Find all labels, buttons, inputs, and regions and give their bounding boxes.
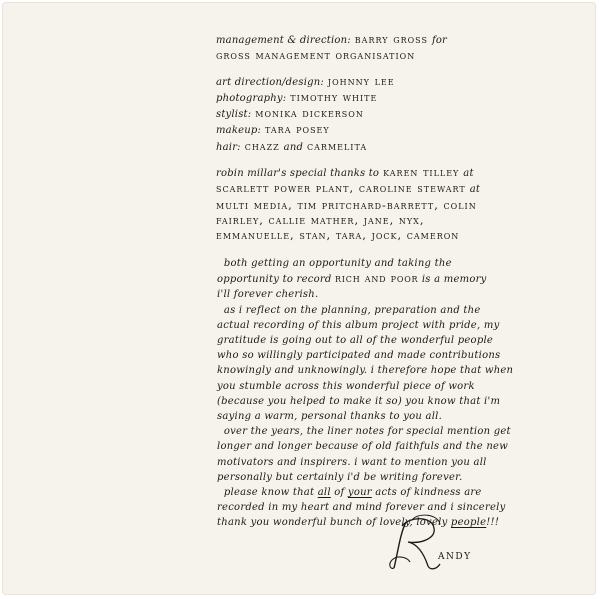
underlined-word: all <box>317 487 331 499</box>
signature <box>388 514 498 574</box>
credit-name: chazz <box>244 138 280 153</box>
credit-name: tara posey <box>265 122 330 137</box>
message-line: recorded in my heart and mind forever and i sincerely <box>217 502 506 514</box>
thanks-names: emmanuelle, stan, tara, jock, cameron <box>216 228 460 243</box>
credits-section <box>216 32 556 254</box>
thanks-names: fairley, callie mather, jane, nyx, <box>216 212 425 227</box>
message-line: personally but certainly i'd be writing forever. <box>217 471 463 483</box>
liner-notes-page <box>2 2 596 595</box>
svg-text:R: R <box>412 544 413 545</box>
message-line: as i reflect on the planning, preparation and the <box>223 304 481 316</box>
message-line: both getting an opportunity and taking the <box>223 258 452 269</box>
message-line: motivators and inspirers. i want to mention you all <box>217 456 487 468</box>
thanks-connector: at <box>469 184 481 196</box>
credit-role: stylist: <box>216 109 252 121</box>
message-line: i'll forever cherish. <box>217 289 319 301</box>
team-credits <box>216 74 556 155</box>
credit-name: barry gross <box>354 32 428 46</box>
credit-name: timothy white <box>290 89 378 104</box>
credit-role: management & direction: <box>216 35 351 46</box>
credit-line <box>216 139 556 155</box>
message-line: actual recording of this album project with pride, my <box>217 319 500 331</box>
message-line: please know that all of your acts of kindness are <box>223 487 482 499</box>
credit-line <box>216 122 556 138</box>
credit-name: johnny lee <box>327 73 395 88</box>
message-line: opportunity to record rich and poor is a memory <box>217 272 487 286</box>
credit-connector: for <box>431 35 448 46</box>
underlined-word: your <box>347 487 372 499</box>
credit-role: makeup: <box>216 125 262 137</box>
credit-role: hair: <box>216 141 241 153</box>
credit-role: art direction/design: <box>216 76 324 88</box>
credit-organisation: gross management organisation <box>216 48 416 63</box>
underlined-word: people <box>450 517 487 529</box>
signature-name: andy <box>438 548 472 563</box>
message-line: saying a warm, personal thanks to you all. <box>217 411 443 423</box>
credit-line <box>216 90 556 106</box>
special-thanks <box>216 165 556 243</box>
credit-connector: and <box>283 141 304 153</box>
management-credit <box>216 32 556 64</box>
credit-line <box>216 106 556 122</box>
message-line: thank you wonderful bunch of lovely, lovely people!!! <box>217 517 500 529</box>
personal-message <box>217 256 567 531</box>
message-line: who so willingly participated and made contributions <box>217 350 501 362</box>
message-line: longer and longer because of old faithfuls and the new <box>217 441 509 453</box>
message-line: (because you helped to make it so) you know that i'm <box>217 395 501 407</box>
credit-role: photography: <box>216 92 287 104</box>
message-line: over the years, the liner notes for special mention get <box>223 426 511 438</box>
thanks-connector: at <box>463 168 474 180</box>
signature-initial <box>388 514 448 574</box>
credit-line <box>216 74 556 90</box>
credit-name: monika dickerson <box>255 106 364 121</box>
thanks-intro: robin millar's special thanks to <box>216 168 380 180</box>
thanks-names: multi media, tim pritchard-barrett, colin <box>216 197 477 212</box>
message-line: gratitude is going out to all of the wonderful people <box>217 335 494 347</box>
message-line: knowingly and unknowingly. i therefore hope that when <box>217 365 514 377</box>
credit-name: carmelita <box>307 138 368 153</box>
thanks-names: scarlett power plant, caroline stewart <box>216 181 466 196</box>
thanks-name: karen tilley <box>383 165 460 180</box>
album-title: rich and poor <box>334 272 419 286</box>
message-line: you stumble across this wonderful piece of work <box>217 380 475 392</box>
